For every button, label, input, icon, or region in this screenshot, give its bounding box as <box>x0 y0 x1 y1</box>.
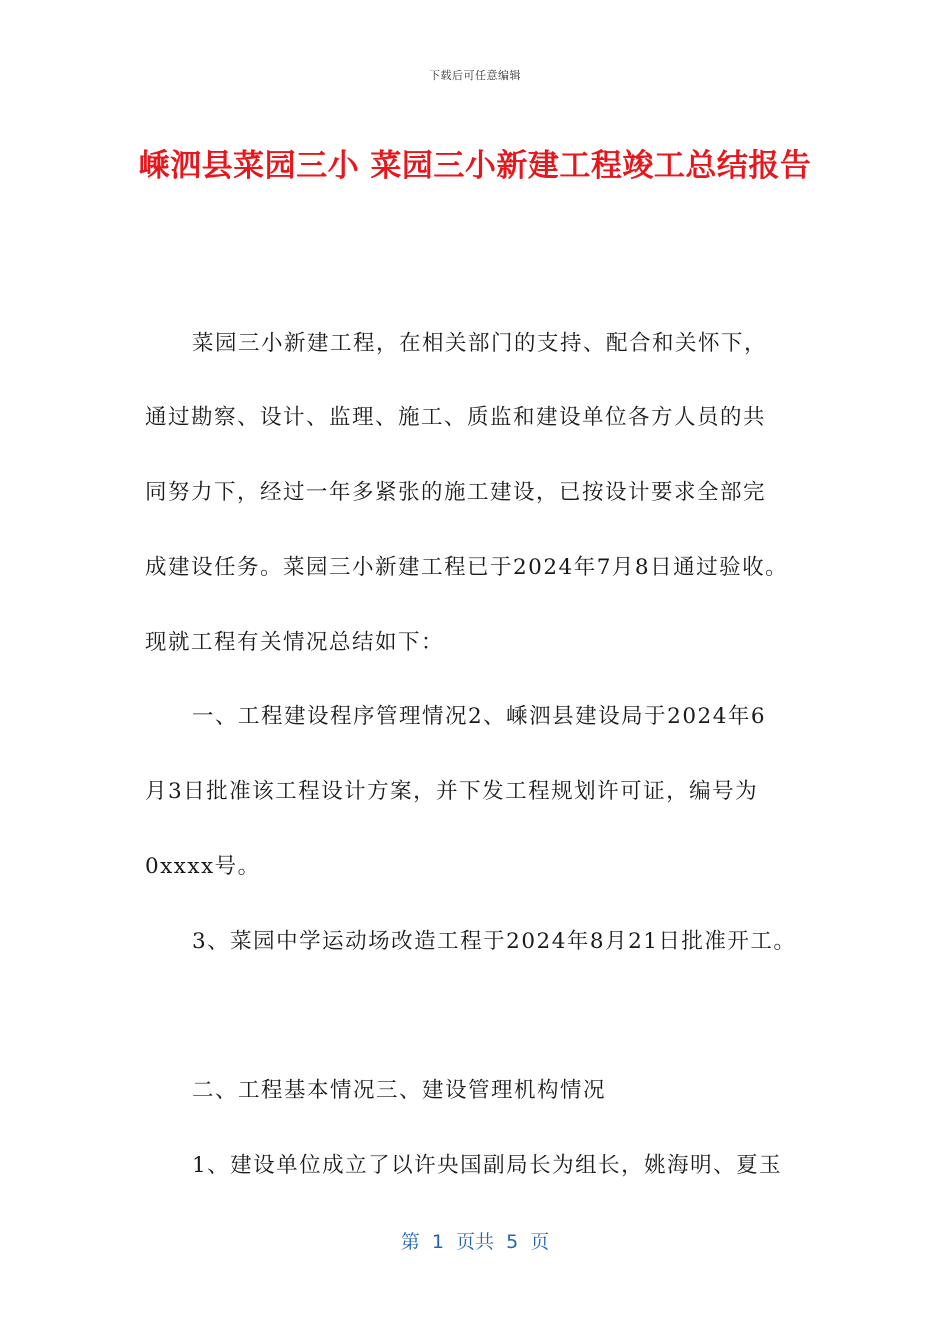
paragraph-line: 二、工程基本情况三、建设管理机构情况 <box>192 1078 607 1103</box>
paragraph-line: 3、菜园中学运动场改造工程于2024年8月21日批准开工。 <box>192 929 797 954</box>
page-header-note: 下载后可任意编辑 <box>429 69 521 82</box>
paragraph-line: 同努力下，经过一年多紧张的施工建设，已按设计要求全部完 <box>145 480 767 505</box>
paragraph-line: 1、建设单位成立了以许央国副局长为组长，姚海明、夏玉 <box>192 1153 783 1178</box>
paragraph-line: 月3日批准该工程设计方案，并下发工程规划许可证，编号为 <box>145 779 759 804</box>
paragraph-line: 成建设任务。菜园三小新建工程已于2024年7月8日通过验收。 <box>145 555 789 580</box>
paragraph-line: 通过勘察、设计、监理、施工、质监和建设单位各方人员的共 <box>145 405 767 430</box>
paragraph-line: 现就工程有关情况总结如下： <box>145 630 445 655</box>
page-number: 第 1 页共 5 页 <box>400 1231 550 1253</box>
paragraph-line: 一、工程建设程序管理情况2、嵊泗县建设局于2024年6 <box>192 704 767 729</box>
paragraph-line: 0xxxx号。 <box>145 854 261 879</box>
document-title: 嵊泗县菜园三小 菜园三小新建工程竣工总结报告 <box>138 148 812 184</box>
paragraph-line: 菜园三小新建工程，在相关部门的支持、配合和关怀下， <box>192 331 768 356</box>
